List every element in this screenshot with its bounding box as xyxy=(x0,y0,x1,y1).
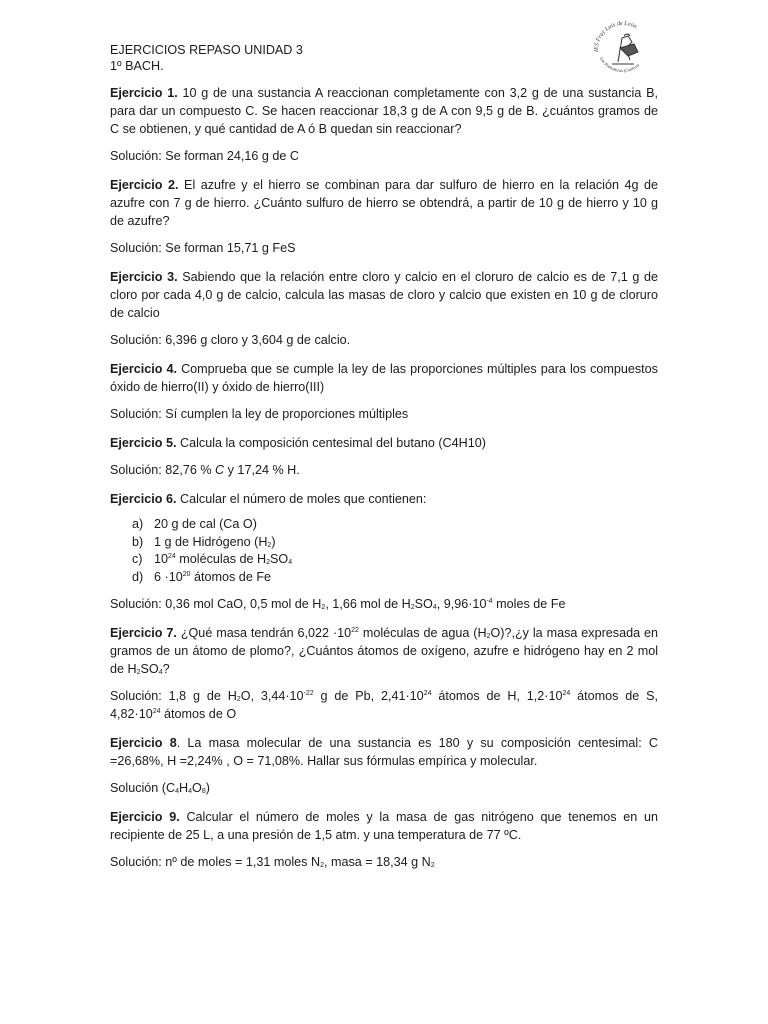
list-item: a) 20 g de cal (Ca O) xyxy=(132,517,257,531)
exercise-7: Ejercicio 7. ¿Qué masa tendrán $6,022 \cdot 10^{22}$ moléculas de agua $(H_2O)?,¿y$ la masa expresada en gramos de un átomo de plomo?, ¿Cuántos átomos de oxígeno, azufre e hidrógeno hay en 2 mol de $H_2SO_4$? xyxy=(110,626,658,676)
exercise-5: Ejercicio 5. Calcula la composición centesimal del butano (C4H10) xyxy=(110,436,486,450)
exercise-9: Ejercicio 9. Calcular el número de moles y la masa de gas nitrógeno que tenemos en un recipiente de 25 L, a una presión de 1,5 atm. y una temperatura de 77 ºC. xyxy=(110,810,658,842)
list-item: c) $10^{24}$ moléculas de $H_2SO_4$ xyxy=(132,552,293,566)
solution-8: Solución $(C_4H_4O_8)$ xyxy=(110,781,210,795)
exercise-2: Ejercicio 2. El azufre y el hierro se combinan para dar sulfuro de hierro en la relación 4g de azufre con 7 g de hierro. ¿Cuánto sulfuro de hierro se obtendrá, a partir de 10 g de hierro y 10 g de azufre? xyxy=(110,178,658,228)
solution-9: Solución: nº de moles = 1,31 moles $N_2$, masa = 18,34 g $N_2$ xyxy=(110,855,435,869)
seal-top-text: IES Fray Luis de León xyxy=(593,20,638,53)
doc-course: 1º BACH. xyxy=(110,59,164,73)
solution-4: Solución: Sí cumplen la ley de proporciones múltiples xyxy=(110,407,409,421)
doc-title: EJERCICIOS REPASO UNIDAD 3 xyxy=(110,43,303,57)
exercise-1: Ejercicio 1. 10 g de una sustancia A reaccionan completamente con 3,2 g de una sustancia B, para dar un compuesto C. Se hacen reaccionar 18,3 g de A con 9,5 g de B. ¿cuántos gramos de C se obtienen, y qué cantidad de A ó B quedan sin reaccionar? xyxy=(110,86,658,136)
solution-5: Solución: 82,76 % C y 17,24 % H. xyxy=(110,463,300,477)
list-item: b) 1 g de Hidrógeno $(H_2)$ xyxy=(132,534,276,549)
seal-bottom-text: Las Pedroñeras (Cuenca) xyxy=(599,56,641,74)
list-item: d) $6 \cdot 10^{20}$ átomos de Fe xyxy=(132,569,272,584)
solution-6: Solución: 0,36 mol CaO, 0,5 mol de $H_2$, 1,66 mol de $H_2SO_4$, $9,96\cdot 10^{-4}$ moles de Fe xyxy=(110,597,566,611)
exercise-8: Ejercicio 8. La masa molecular de una sustancia es 180 y su composición centesimal: C =26,68%, H =2,24% , O = 71,08%. Hallar sus fórmulas empírica y molecular. xyxy=(110,736,658,768)
exercise-6: Ejercicio 6. Calcular el número de moles que contienen: xyxy=(110,492,427,506)
solution-3: Solución: 6,396 g cloro y 3,604 g de calcio. xyxy=(110,333,351,347)
exercise-3: Ejercicio 3. Sabiendo que la relación entre cloro y calcio en el cloruro de calcio es de 7,1 g de cloro por cada 4,0 g de calcio, calcula las masas de cloro y calcio que existen en 10 g de cloruro de calcio xyxy=(110,270,658,320)
solution-1: Solución: Se forman 24,16 g de C xyxy=(110,149,300,163)
exercise-6-list xyxy=(110,516,658,586)
exercise-4: Ejercicio 4. Comprueba que se cumple la ley de las proporciones múltiples para los compuestos óxido de hierro(II) y óxido de hierro(III) xyxy=(110,362,658,394)
document-body xyxy=(110,42,658,871)
solution-2: Solución: Se forman 15,71 g FeS xyxy=(110,241,296,255)
solution-7: Solución: 1,8 g de $H_2O$, $3,44\cdot 10^{-22}$ g de Pb, $2,41\cdot 10^{24}$ átomos de H, $1,2\cdot 10^{24}$ átomos de S, $4,82\cdot 10^{24}$ átomos de O xyxy=(110,689,658,721)
